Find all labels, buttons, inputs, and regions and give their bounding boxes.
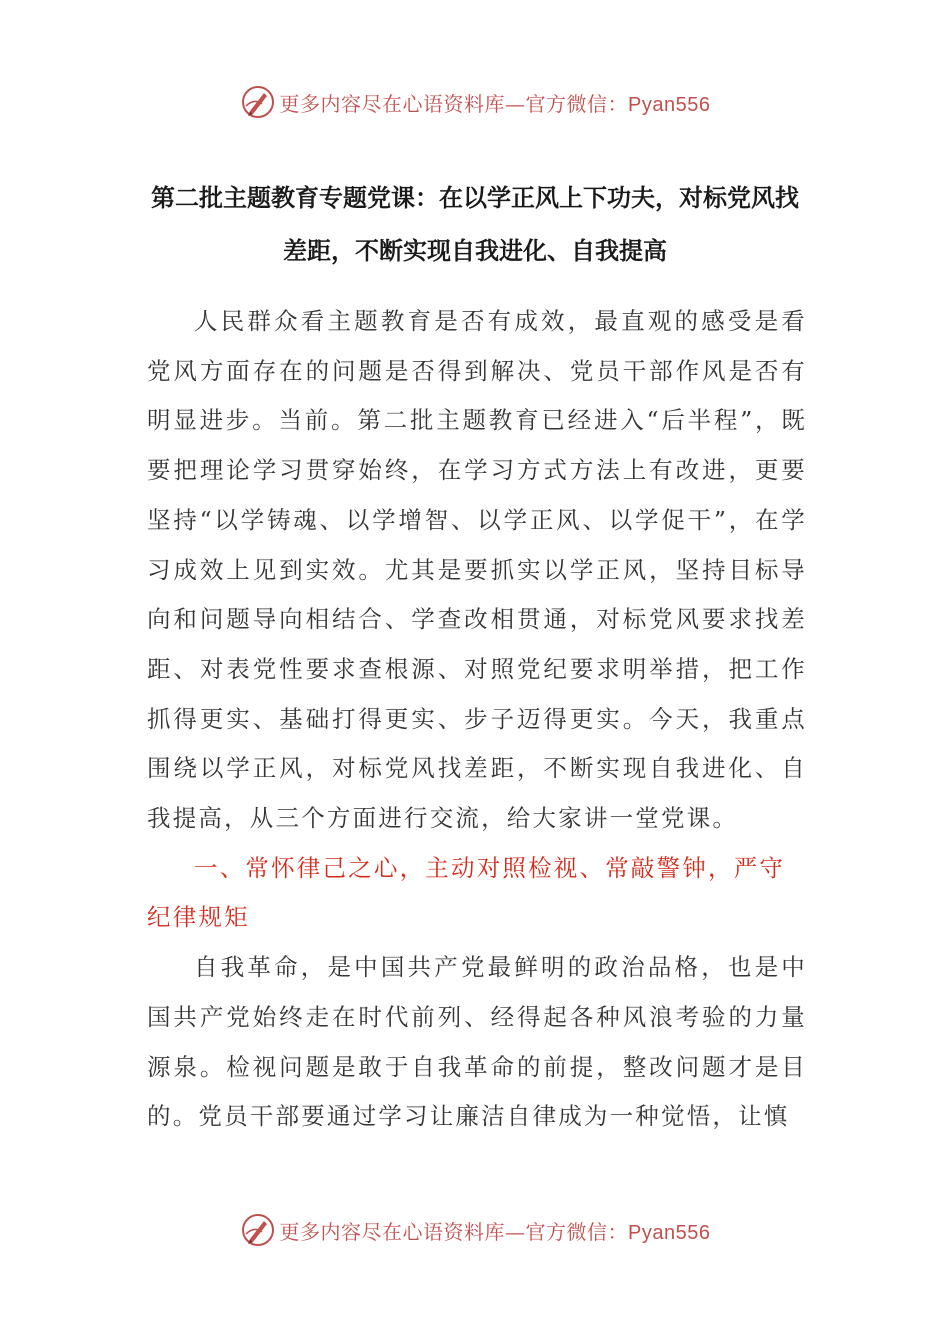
pen-logo-icon: [240, 1212, 276, 1248]
watermark-text: [280, 1216, 711, 1245]
document-title: 第二批主题教育专题党课：在以学正风上下功夫，对标党风找差距，不断实现自我进化、自我提高: [151, 184, 799, 265]
intro-paragraph: 人民群众看主题教育是否有成效，最直观的感受是看党风方面存在的问题是否得到解决、党员干部作风是否有明显进步。当前。第二批主题教育已经进入“后半程”，既要把理论学习贯穿始终，在学习方式方法上有改进，更要坚持“以学铸魂、以学增智、以学正风、以学促干”，在学习成效上见到实效。尤其是要抓实以学正风，坚持目标导向和问题导向相结合、学查改相贯通，对标党风要求找差距、对表党性要求查根源、对照党纪要求明举措，把工作抓得更实、基础打得更实、步子迈得更实。今天，我重点围绕以学正风，对标党风找差距，不断实现自我进化、自我提高，从三个方面进行交流，给大家讲一堂党课。: [147, 307, 807, 833]
watermark-label: 更多内容尽在心语资料库—官方微信：: [279, 1219, 629, 1244]
watermark-wechat-id: Pyan556: [628, 1221, 711, 1244]
watermark-label: 更多内容尽在心语资料库—官方微信：: [279, 91, 629, 116]
pen-logo-icon: [240, 84, 276, 120]
watermark-header: [0, 82, 950, 122]
section-heading: 一、常怀律己之心，主动对照检视、常敲警钟，严守纪律规矩: [147, 853, 786, 932]
watermark-footer: [0, 1210, 950, 1250]
section-paragraph: 自我革命，是中国共产党最鲜明的政治品格，也是中国共产党始终走在时代前列、经得起各种风浪考验的力量源泉。检视问题是敢于自我革命的前提，整改问题才是目的。党员干部要通过学习让廉洁自律成为一种觉悟，让慎: [147, 953, 807, 1131]
document-body: [147, 297, 807, 1142]
watermark-wechat-id: Pyan556: [628, 93, 711, 116]
watermark-text: [280, 88, 711, 117]
